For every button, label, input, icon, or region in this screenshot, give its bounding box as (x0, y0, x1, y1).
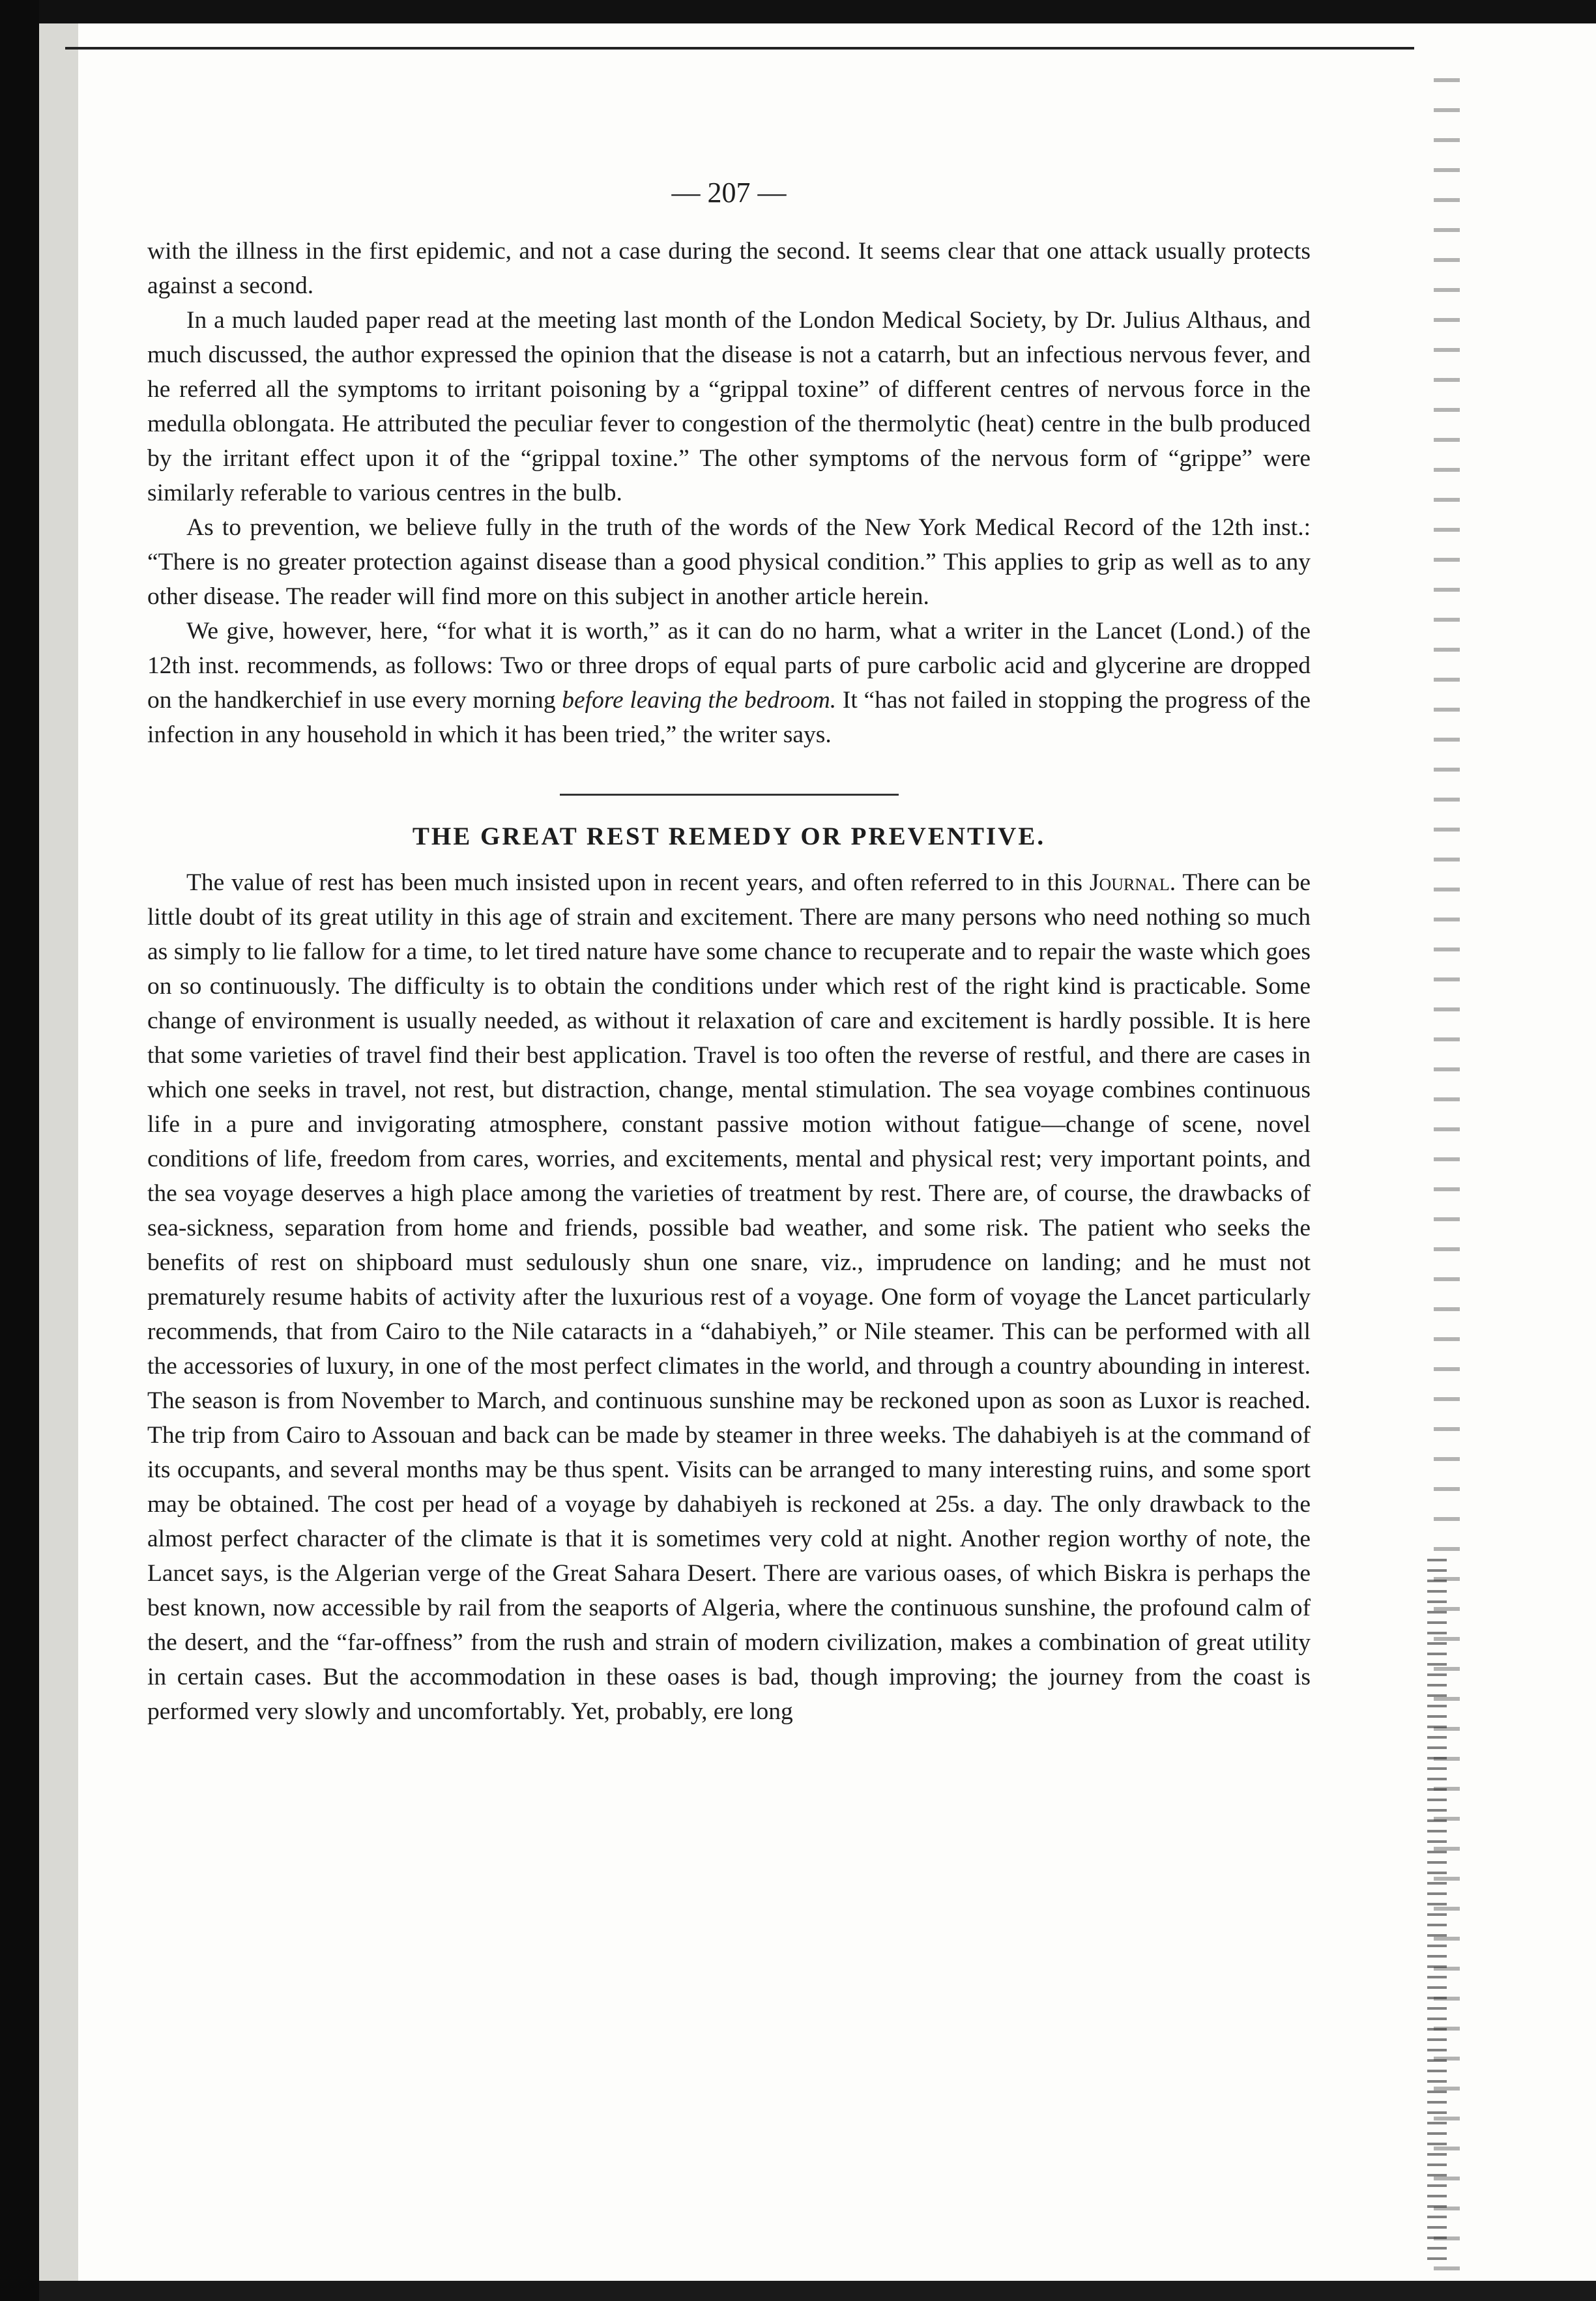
paragraph-5-text: The value of rest has been much insisted upon in recent years, and often referred to in this (186, 869, 1090, 896)
scan-edge-marks-lower (1427, 1551, 1447, 2268)
scan-border-top (20, 0, 1596, 23)
section-divider (560, 794, 899, 796)
paragraph-4-italic: before leaving the bedroom. (562, 687, 837, 714)
paragraph-4 (147, 614, 1311, 752)
paragraph-4-text-end: It “has not failed in stopping the progress of the infection in any household in which it has been tried,” the writer says. (147, 687, 1311, 748)
page-number: — 207 — (671, 177, 787, 209)
scan-rule-top (65, 47, 1414, 50)
paragraph-3: As to prevention, we believe fully in the truth of the words of the New York Medical Record of the 12th inst.: “There is no greater protection against disease than a good physical condition.” This applies to grip as well as to any other disease. The reader will find more on this subject in another article herein. (147, 514, 1311, 610)
paragraph-5 (147, 865, 1311, 1729)
journal-name: Journal. (1089, 869, 1176, 896)
paragraph-2: In a much lauded paper read at the meeting last month of the London Medical Society, by Dr. Julius Althaus, and much discussed, the author expressed the opinion that the disease is not a catarrh, but an infectious nervous fever, and he referred all the symptoms to irritant poisoning by a “grippal toxine” of different centres of nervous force in the medulla oblongata. He attributed the peculiar fever to congestion of the thermolytic (heat) centre in the bulb produced by the irritant effect upon it of the “grippal toxine.” The other symptoms of the nervous form of “grippe” were similarly referable to various centres in the bulb. (147, 307, 1311, 506)
scan-border-left-inner (39, 23, 78, 2301)
paragraph-1: with the illness in the first epidemic, and not a case during the second. It seems clear that one attack usually protects against a second. (147, 238, 1311, 299)
document-page (147, 176, 1311, 1729)
paragraph-4-text: We give, however, here, “for what it is worth,” as it can do no harm, what a writer in the Lancet (Lond.) of the 12th inst. recommends, as follows: Two or three drops of equal parts of pure carbolic acid and glycerine are dropped on the handkerchief in use every morning (147, 618, 1311, 714)
scan-border-bottom (39, 2281, 1596, 2301)
scan-border-left (0, 0, 39, 2301)
paragraph-5-text-end: There can be little doubt of its great utility in this age of strain and excitement. There are many persons who need nothing so much as simply to lie fallow for a time, to let tired nature have some chance to recuperate and to repair the waste which goes on so continuously. The difficulty is to obtain the conditions under which rest of the right kind is practicable. Some change of environment is usually needed, as without it relaxation of care and excitement is hardly possible. It is here that some varieties of travel find their best application. Travel is too often the reverse of restful, and there are cases in which one seeks in travel, not rest, but distraction, change, mental stimulation. The sea voyage combines continuous life in a pure and invigorating atmosphere, constant passive motion without fatigue—change of scene, novel conditions of life, freedom from cares, worries, and excitements, mental and physical rest; very important points, and the sea voyage deserves a high place among the varieties of treatment by rest. There are, of course, the drawbacks of sea-sickness, separation from home and friends, possible bad weather, and some risk. The patient who seeks the benefits of rest on shipboard must sedulously shun one snare, viz., imprudence on landing; and he must not prematurely resume habits of activity after the luxurious rest of a voyage. One form of voyage the Lancet particularly recommends, that from Cairo to the Nile cataracts in a “dahabiyeh,” or Nile steamer. This can be performed with all the accessories of luxury, in one of the most perfect climates in the world, and through a country abounding in interest. The season is from November to March, and continuous sunshine may be reckoned upon as soon as Luxor is reached. The trip from Cairo to Assouan and back can be made by steamer in three weeks. The dahabiyeh is at the command of its occupants, and several months may be thus spent. Visits can be arranged to many interesting ruins, and some sport may be obtained. The cost per head of a voyage by dahabiyeh is reckoned at 25s. a day. The only drawback to the almost perfect character of the climate is that it is sometimes very cold at night. Another region worthy of note, the Lancet says, is the Algerian verge of the Great Sahara Desert. There are various oases, of which Biskra is perhaps the best known, now accessible by rail from the seaports of Algeria, where the continuous sunshine, the profound calm of the desert, and the “far-offness” from the rush and strain of modern civilization, makes a combination of great utility in certain cases. But the accommodation in these oases is bad, though improving; the journey from the coast is performed very slowly and uncomfortably. Yet, probably, ere long (147, 869, 1311, 1725)
section-title: THE GREAT REST REMEDY OR PREVENTIVE. (412, 822, 1046, 850)
